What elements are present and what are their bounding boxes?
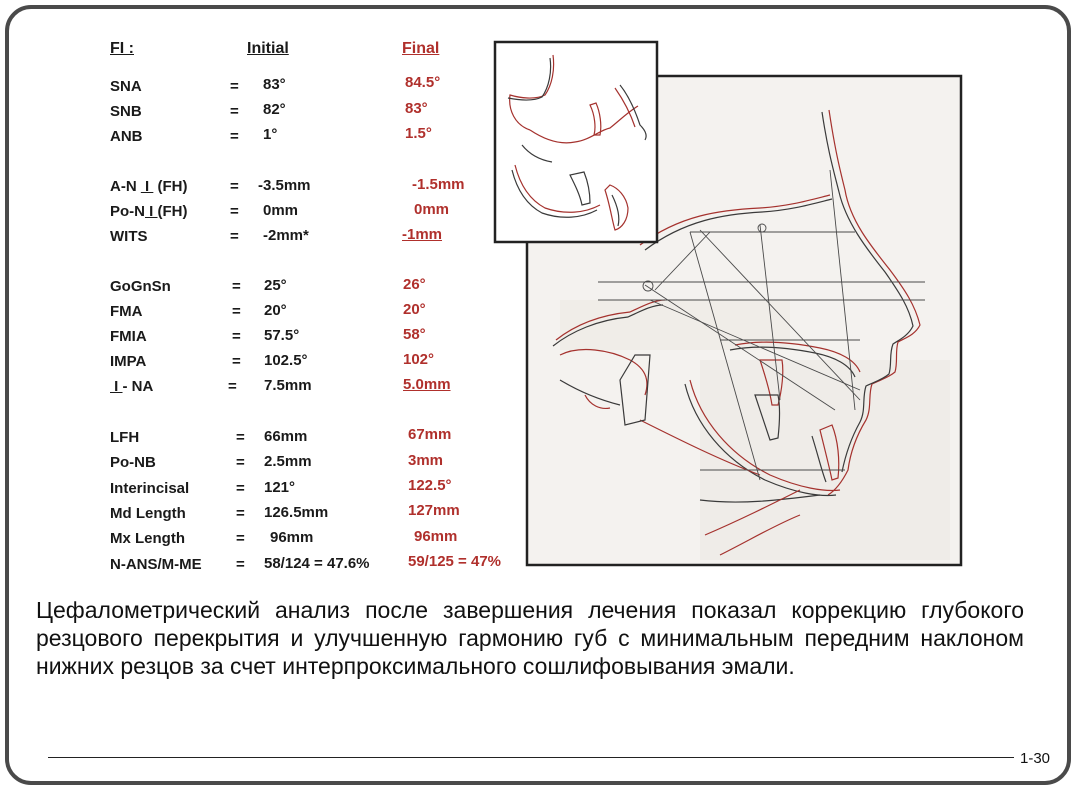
row-final: 58° (403, 326, 426, 343)
row-initial: 25° (264, 277, 287, 294)
row-equals: = (236, 454, 245, 471)
row-final: 84.5° (405, 74, 441, 91)
row-final: -1mm (402, 226, 443, 243)
row-initial: -2mm* (263, 227, 309, 244)
row-equals: = (230, 78, 239, 95)
caption-paragraph: Цефалометрический анализ после завершения лечения показал коррекцию глубокого резцового перекрытия и улучшенную гармонию губ с минимальным передним наклоном нижних резцов за счет интерпроксимального сошлифовывания эмали. (36, 597, 1024, 679)
row-final: 83° (405, 100, 428, 117)
row-label-po-n-incisor: Po-N I (FH) (110, 203, 188, 220)
row-initial: 0mm (263, 202, 299, 219)
row-initial: 20° (264, 302, 287, 319)
row-equals: = (230, 203, 239, 220)
row-equals: = (230, 178, 239, 195)
row-final: 26° (403, 276, 426, 293)
row-label: LFH (110, 429, 140, 446)
row-initial: 57.5° (264, 327, 300, 344)
row-initial: 96mm (270, 529, 314, 546)
row-final: 127mm (408, 502, 460, 519)
row-equals: = (232, 328, 241, 345)
row-label: ANB (110, 128, 143, 145)
header-final: Final (402, 40, 440, 57)
footer-divider (48, 757, 1014, 758)
row-label-incisor-na: I - NA (110, 378, 154, 395)
row-label: Mx Length (110, 530, 185, 547)
row-label: Po-NB (110, 454, 156, 471)
row-initial: 7.5mm (264, 377, 312, 394)
row-label: WITS (110, 228, 148, 245)
row-label: Interincisal (110, 480, 190, 497)
row-initial: 121° (264, 479, 296, 496)
row-initial: -3.5mm (258, 177, 311, 194)
row-final: 102° (403, 351, 435, 368)
row-final: 1.5° (405, 125, 432, 142)
row-equals: = (230, 228, 239, 245)
cephalometric-tracing-figure (490, 38, 965, 568)
row-initial: 2.5mm (264, 453, 312, 470)
row-equals: = (232, 278, 241, 295)
row-initial: 58/124 = 47.6% (264, 555, 370, 572)
row-final: 5.0mm (403, 376, 451, 393)
row-initial: 83° (263, 76, 286, 93)
row-final: 67mm (408, 426, 452, 443)
row-initial: 1° (263, 126, 278, 143)
row-equals: = (236, 505, 245, 522)
row-label: FMIA (110, 328, 147, 345)
row-label: GoGnSn (110, 278, 171, 295)
cephalometric-table (0, 0, 530, 580)
row-label: SNA (110, 78, 142, 95)
row-final: 20° (403, 301, 426, 318)
row-initial: 102.5° (264, 352, 308, 369)
row-equals: = (228, 378, 237, 395)
header-initial: Initial (247, 40, 289, 57)
row-final: 0mm (414, 201, 450, 218)
row-equals: = (230, 103, 239, 120)
header-fi: FI : (110, 40, 134, 57)
row-initial: 82° (263, 101, 286, 118)
row-label: SNB (110, 103, 142, 120)
row-equals: = (230, 128, 239, 145)
page-number: 1-30 (1020, 750, 1051, 767)
row-label: Md Length (110, 505, 186, 522)
row-label: FMA (110, 303, 143, 320)
row-final: 96mm (414, 528, 458, 545)
row-final: 59/125 = 47% (408, 553, 501, 570)
row-equals: = (236, 429, 245, 446)
row-equals: = (232, 353, 241, 370)
row-label: N-ANS/M-ME (110, 556, 202, 573)
row-initial: 126.5mm (264, 504, 329, 521)
row-equals: = (232, 303, 241, 320)
row-equals: = (236, 530, 245, 547)
row-label: IMPA (110, 353, 147, 370)
row-equals: = (236, 480, 245, 497)
row-equals: = (236, 556, 245, 573)
row-initial: 66mm (264, 428, 308, 445)
row-final: -1.5mm (412, 176, 465, 193)
row-final: 3mm (408, 452, 444, 469)
row-label-a-n-incisor: A-N I (FH) (110, 178, 188, 195)
row-final: 122.5° (408, 477, 452, 494)
